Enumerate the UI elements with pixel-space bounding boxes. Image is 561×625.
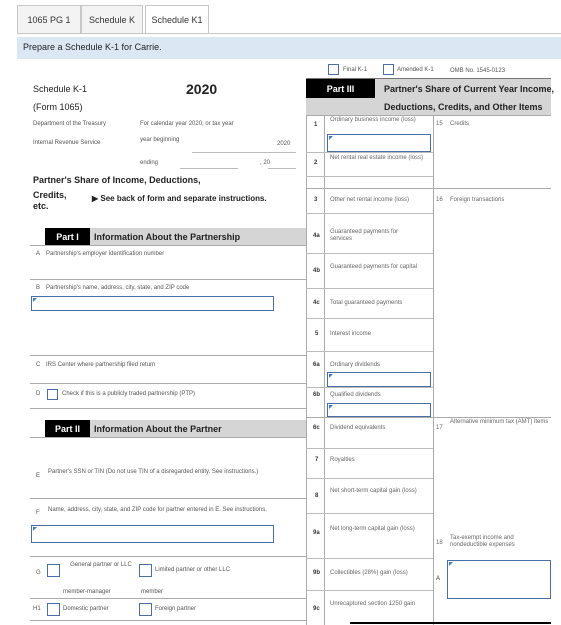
line-label: Interest income [330,331,372,337]
line-label: Royalties [330,457,355,463]
partnership-name-input[interactable] [31,296,274,311]
input-marker [329,374,333,378]
part1-b-letter: B [36,285,41,291]
line-num: 6a [313,362,320,368]
limited-partner-checkbox[interactable] [139,564,152,577]
part1-d-letter: D [36,391,41,397]
row-divider [30,408,306,409]
line-num: 1 [314,122,318,128]
irs-label: Internal Revenue Service [33,140,101,146]
row-divider [306,152,433,153]
row-divider [306,558,433,559]
tax-year: 2020 [186,81,218,97]
row-divider [306,478,433,479]
part1-tag [45,228,90,245]
part3-tag-text: Part III [326,83,355,94]
amended-k1-checkbox[interactable] [383,64,394,75]
input-marker [33,298,37,302]
input-marker [33,527,37,531]
calendar-year-label: For calendar year 2020, or tax year [140,121,234,127]
line-num: 4b [313,268,321,274]
line18-input[interactable] [447,560,551,599]
line6a-input[interactable] [327,372,431,387]
limited-partner-label: Limited partner or other LLC [155,567,231,573]
year-beginning-label: year beginning [140,137,180,143]
row-divider [306,188,551,189]
dept-treasury: Department of the Treasury [33,121,107,127]
line-label: Total guaranteed payments [330,300,403,306]
see-back-note: ▶ See back of form and separate instructions. [92,194,267,203]
part2-e-label: Partner's SSN or TIN (Do not use TIN of a disregarded entity. See instructions.) [48,469,259,475]
line-num: 4c [313,300,320,306]
line-num: 15 [436,121,443,127]
part2-f-label: Name, address, city, state, and ZIP code for partner entered in E. See instructions. [48,507,267,513]
line-label: Collectibles (28%) gain (loss) [330,570,408,576]
line-num: 18 [436,540,443,546]
line6b-input[interactable] [327,403,431,417]
line-label: Tax-exempt income and nondeductible expenses [450,535,515,548]
row-divider [306,351,433,352]
line-num: 4a [313,233,320,239]
line-num: 9b [313,570,321,576]
part1-c-label: IRS Center where partnership filed return [46,362,156,368]
line-num: 6b [313,392,321,398]
input-marker [329,405,333,409]
line-label: Foreign transactions [450,197,505,203]
final-k1-checkbox[interactable] [328,64,339,75]
part2-g-letter: G [36,570,41,576]
schedule-title: Schedule K-1 [33,84,88,94]
beginning-line [192,152,296,153]
form-number: (Form 1065) [33,102,83,112]
row-divider [306,213,433,214]
amended-k1-label: Amended K-1 [397,67,434,73]
row-divider [30,498,306,499]
row-divider [306,115,551,116]
line-num: 6c [313,425,320,431]
line-label: Other net rental income (loss) [330,197,410,203]
beginning-year: 2020 [277,141,291,147]
line-label: Credits [450,121,470,127]
partner-name-input[interactable] [31,525,274,543]
row-divider [306,176,433,177]
row-divider [306,448,433,449]
row-divider [30,279,306,280]
part3-title-1: Partner's Share of Current Year Income, [384,84,555,94]
ending-label: ending [140,160,159,166]
line-label: Qualified dividends [330,392,381,398]
line-num: 3 [314,197,318,203]
general-partner-label: General partner or LLC [70,562,132,568]
row-divider [306,288,433,289]
row-divider [306,387,433,388]
row-divider [306,417,551,418]
line-label: Unrecaptured section 1250 gain [330,601,416,607]
line-num: 5 [315,331,319,337]
part1-b-label: Partnership's name, address, city, state, and ZIP code [46,285,190,291]
part2-f-letter: F [36,510,40,516]
ptp-checkbox[interactable] [47,389,58,400]
part3-title-2: Deductions, Credits, and Other Items [384,102,543,112]
line-label: Net short-term capital gain (loss) [330,488,417,494]
instruction-banner: Prepare a Schedule K-1 for Carrie. [17,37,561,59]
part1-tag-text: Part I [56,231,79,242]
line-num: 7 [315,457,319,463]
part1-d-label: Check if this is a publicly traded partnership (PTP) [62,391,196,397]
domestic-partner-checkbox[interactable] [47,603,60,616]
line1-input[interactable] [327,134,431,152]
line-label: Guaranteed payments for capital [330,264,418,270]
row-divider [30,245,306,246]
general-partner-label-2: member-manager [63,589,111,595]
tab-schedule-k[interactable] [81,5,143,33]
part2-title: Information About the Partner [94,423,222,434]
row-divider [30,355,306,356]
col-divider-right [433,115,434,625]
part1-title: Information About the Partnership [94,231,241,242]
row-divider [30,556,306,557]
line-num: 16 [436,197,443,203]
part3-tag [306,79,375,98]
line-label: Net rental real estate income (loss) [330,155,424,161]
part2-tag-text: Part II [54,423,80,434]
line-label: Ordinary dividends [330,362,381,368]
omb-number: OMB No. 1545-0123 [450,68,506,74]
row-divider [306,513,433,514]
part2-tag [45,420,90,437]
form-title-2: Credits, [33,190,67,200]
row-divider [306,253,433,254]
tab-schedule-k1[interactable] [145,5,209,34]
line-num: 9a [313,530,320,536]
part1-a-label: Partnership's employer identification number [46,251,165,257]
form-title-3: etc. [33,201,49,211]
input-marker [449,562,453,566]
col-divider-left [306,115,307,625]
part1-c-letter: C [36,362,41,368]
foreign-partner-label: Foreign partner [155,606,197,612]
row-divider [30,383,306,384]
col-divider-mid [324,115,325,625]
line-label: Net long-term capital gain (loss) [330,526,415,532]
row-divider [30,437,306,438]
general-partner-checkbox[interactable] [47,564,60,577]
row-divider [30,620,306,621]
tab-label: Schedule K [88,14,136,25]
line-num: 9c [313,606,320,612]
limited-partner-label-2: member [141,589,164,595]
tab-label: Schedule K1 [151,15,203,25]
line-label: Ordinary business income (loss) [330,117,416,123]
input-marker [329,136,333,140]
part2-e-letter: E [36,473,41,479]
row-divider [306,590,433,591]
tab-label: 1065 PG 1 [27,14,71,25]
line-num: 8 [315,493,319,499]
tab-divider [17,33,561,34]
line-label: Dividend equivalents [330,425,386,431]
line-label: Alternative minimum tax (AMT) items [450,419,549,425]
line-label: Guaranteed payments for services [330,229,399,242]
ending-line-2 [268,168,296,169]
domestic-partner-label: Domestic partner [63,606,109,612]
line18-code: A [436,576,441,582]
ending-year: , 20 [260,160,271,166]
ending-line [180,168,238,169]
row-divider [30,598,306,599]
row-divider [350,622,551,624]
part1-a-letter: A [36,251,41,257]
final-k1-label: Final K-1 [343,67,368,73]
row-divider [306,318,433,319]
part2-h1-letter: H1 [33,606,41,612]
line-num: 2 [314,160,318,166]
line-num: 17 [436,425,443,431]
form-title-1: Partner's Share of Income, Deductions, [33,175,201,185]
tab-1065-pg1[interactable] [17,5,81,33]
foreign-partner-checkbox[interactable] [139,603,152,616]
